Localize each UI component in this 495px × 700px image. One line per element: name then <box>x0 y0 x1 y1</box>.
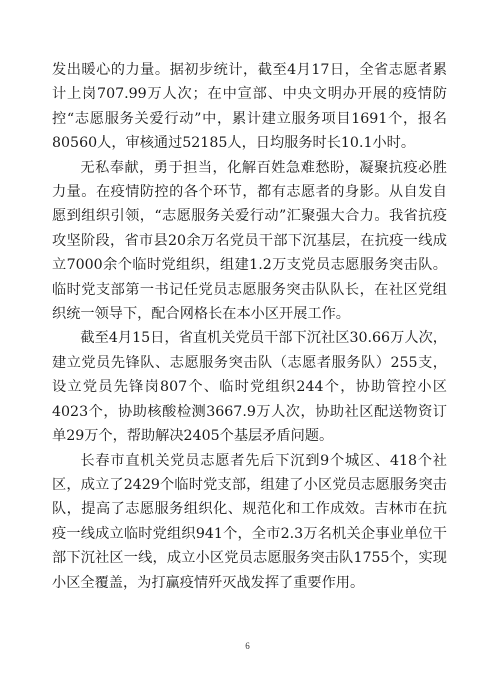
paragraph-continuation: 发出暖心的力量。据初步统计，截至4月17日，全省志愿者累计上岗707.99万人次；在中宣部、中央文明办开展的疫情防控“志愿服务关爱行动”中，累计建立服务项目1691个，报名80560人，审核通过52185人，日均服务时长10.1小时。 <box>52 62 447 152</box>
page-number: 6 <box>245 641 250 651</box>
paragraph-city-statistics: 长春市直机关党员志愿者先后下沉到9个城区、418个社区，成立了2429个临时党支部，组建了小区党员志愿服务突击队，提高了志愿服务组织化、规范化和工作成效。吉林市在抗疫一线成立临时党组织941个，全市2.3万名机关企事业单位干部下沉社区一线，成立小区党员志愿服务突击队1755个，实现小区全覆盖，为打赢疫情歼灭战发挥了重要作用。 <box>52 452 447 591</box>
paragraph-volunteer-action: 无私奉献，勇于担当，化解百姓急难愁盼，凝聚抗疫必胜力量。在疫情防控的各个环节，都有志愿者的身影。从自发自愿到组织引领，“志愿服务关爱行动”汇聚强大合力。我省抗疫攻坚阶段，省市县20余万名党员干部下沉基层，在抗疫一线成立7000余个临时党组织，组建1.2万支党员志愿服务突击队。临时党支部第一书记任党员志愿服务突击队队长，在社区党组织统一领导下，配合网格长在本小区开展工作。 <box>52 159 447 323</box>
paragraph-provincial-statistics: 截至4月15日，省直机关党员干部下沉社区30.66万人次，建立党员先锋队、志愿服务突击队（志愿者服务队）255支，设立党员先锋岗807个、临时党组织244个，协助管控小区4023个，协助核酸检测3667.9万人次，协助社区配送物资订单29万个，帮助解决2405个基层矛盾问题。 <box>52 330 447 445</box>
body-text <box>52 58 447 595</box>
